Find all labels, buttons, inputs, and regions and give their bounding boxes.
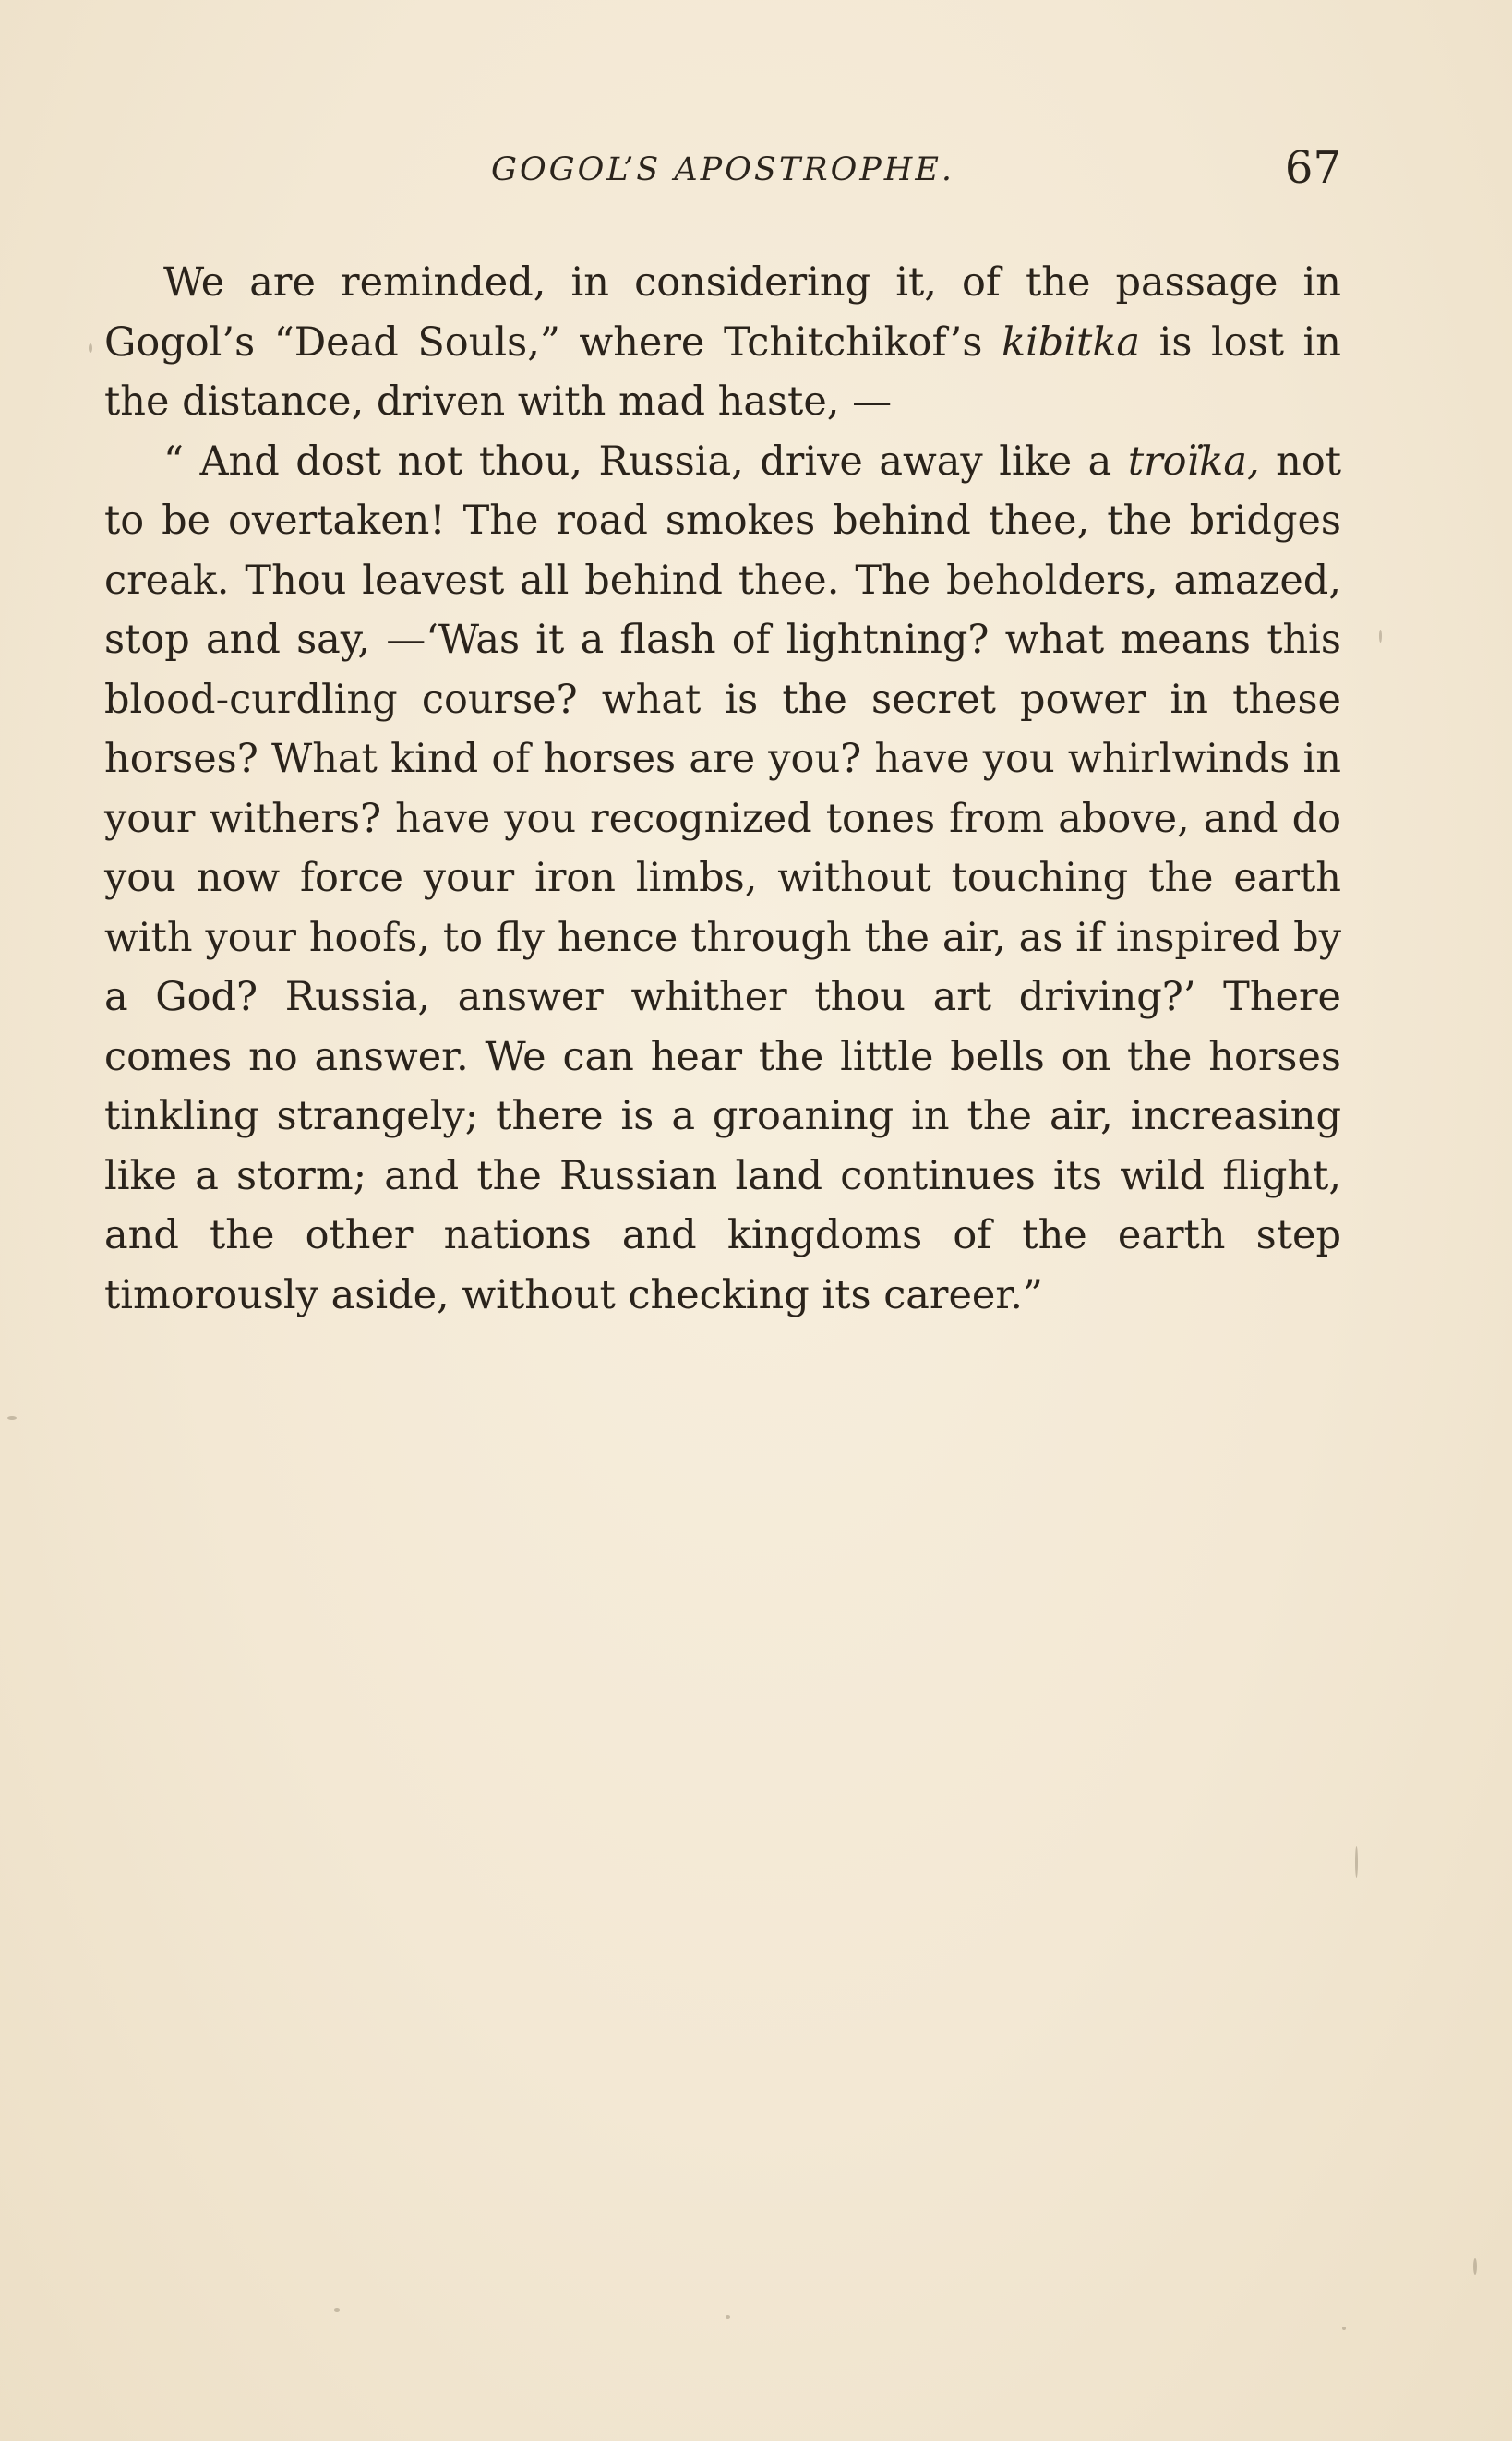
body-text: [104, 253, 1341, 1325]
text-segment: We are reminded, in considering it, of the passage in Gogol’s “Dead Souls,” where Tchitchikof’s: [104, 259, 1341, 366]
paper-speck: [1473, 2258, 1477, 2275]
paper-speck: [726, 2315, 730, 2319]
paragraph-2-quotation: [104, 432, 1341, 1326]
paper-speck: [7, 1416, 17, 1420]
text-segment: is lost in the distance, driven with mad haste, —: [104, 319, 1341, 425]
text-segment: “ And dost not thou, Russia, drive away like a: [163, 438, 1128, 485]
paper-speck: [1342, 2327, 1346, 2330]
italic-term-troika: troïka,: [1127, 438, 1260, 485]
paper-speck: [1355, 1846, 1358, 1878]
paper-speck: [334, 2308, 340, 2312]
running-title: GOGOL’S APOSTROPHE.: [490, 151, 955, 188]
page-header: [104, 138, 1341, 203]
page-number: 67: [1284, 142, 1341, 194]
paragraph-1: [104, 253, 1341, 432]
paper-speck: [1379, 630, 1382, 643]
italic-term-kibitka: kibitka: [1001, 319, 1141, 366]
paper-speck: [89, 343, 92, 353]
text-segment: not to be overtaken! The road smokes behind thee, the bridges creak. Thou leavest all behind thee. The beholders, amazed, stop and say, —‘Was it a flash of lightning? what means this blood-curdling course? what is the secret power in these horses? What kind of horses are you? have you whirlwinds in your withers? have you recognized tones from above, and do you now force your iron limbs, without touching the earth with your hoofs, to fly hence through the air, as if inspired by a God? Russia, answer whither thou art driving?’ There comes no answer. We can hear the little bells on the horses tinkling strangely; there is a groaning in the air, increasing like a storm; and the Russian land continues its wild flight, and the other nations and kingdoms of the earth step timorously aside, without checking its career.”: [104, 438, 1342, 1318]
